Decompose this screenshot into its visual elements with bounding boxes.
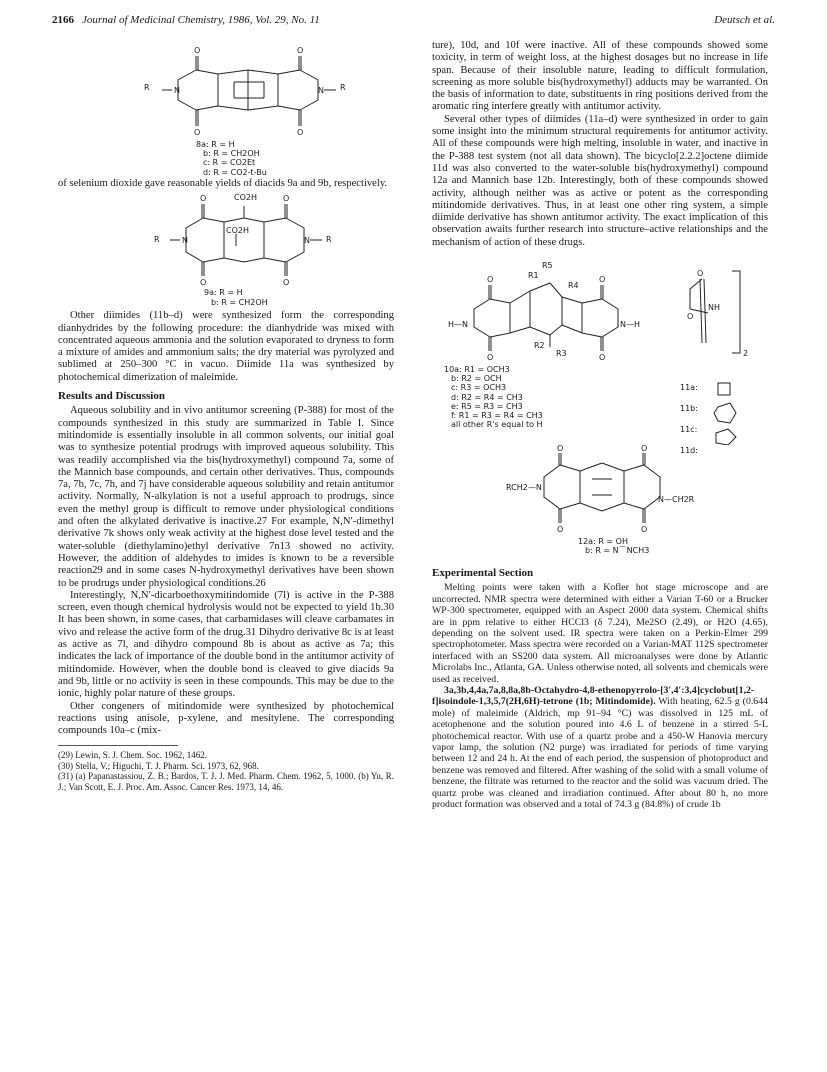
s8-label-d: d: R = CO2-t-Bu <box>203 167 267 177</box>
s12-label-b-methyl: NCH3 <box>626 546 650 556</box>
svg-text:O: O <box>641 525 648 535</box>
structure-12 <box>432 445 768 561</box>
svg-text:N: N <box>174 86 180 95</box>
s10-label-a: 10a: R1 = OCH3 <box>444 365 510 375</box>
journal-citation: Journal of Medicinal Chemistry, 1986, Vol. 29, No. 11 <box>82 14 320 26</box>
footnote-31: (31) (a) Papanastassiou, Z. B.; Bardos, T. J. J. Med. Pharm. Chem. 1962, 5, 1000. (b) Yu, R. J.; Van Scott, E. J. Proc. Am. Assoc. Cancer Res. 1973, 14, 46. <box>58 771 394 792</box>
results-heading: Results and Discussion <box>58 390 165 403</box>
s9-label-b: b: R = CH2OH <box>211 297 268 307</box>
svg-text:O: O <box>194 128 201 137</box>
s12-left-group: RCH2—N <box>506 483 542 493</box>
s11-label-b: 11b: <box>680 404 698 414</box>
s10-label-note: all other R's equal to H <box>451 420 543 430</box>
s11-label-d: 11d: <box>680 446 698 456</box>
svg-text:N: N <box>182 236 188 246</box>
page-header <box>52 14 775 30</box>
mitindomide-title: 3a,3b,4,4a,7a,8,8a,8b-Octahydro-4,8-ethenopyrrolo-[3′,4′:3,4]cyclobut[1,2-f]isoindole-1,3,5,7(2H,6H)-tetrone (1b; Mitindomide). <box>432 685 755 708</box>
svg-text:O: O <box>297 128 304 137</box>
s8-labels <box>196 140 267 177</box>
s11-subscript: 2 <box>743 349 749 359</box>
s10-r3: R3 <box>556 349 567 359</box>
s10-r1: R1 <box>528 271 539 281</box>
svg-text:O: O <box>641 445 648 454</box>
s12-label-a: 12a: R = OH <box>578 537 628 547</box>
s10-r2: R2 <box>534 341 545 351</box>
s10-r4: R4 <box>568 281 579 291</box>
left-paragraph-1: of selenium dioxide gave reasonable yields of diacids 9a and 9b, respectively. <box>58 178 388 189</box>
right-paragraph-2: Several other types of diimides (11a–d) were synthesized in order to gain some insight into the minimum structural requirements for antitumor activity. All of these compounds were high melting, insoluble in water, and inactive in the P-388 test system (not all data shown). The bicyclo[2.2.2]octene diimide 11d was also converted to the water-soluble bis(hydroxymethyl) compound 12a and Mannich base 12b. Interestingly, both of these compounds showed activity, although neither was as active or potent as the corresponding mitindomide derivatives. Thus, in at least one other ring system, a simple diimide derivative has shown antitumor activity. The exact implication of this observation awaits further research into structure–active relationships and the mechanism of action of these drugs. <box>432 113 768 248</box>
s9-labels <box>204 288 268 306</box>
s11-label-c: 11c: <box>680 425 698 435</box>
right-paragraph-3: Melting points were taken with a Kofler hot stage microscope and are uncorrected. NMR spectra were determined with either a Varian T-60 or a Brucker WP-300 spectrometer, equipped with an Aspect 2000 data system. Chemical shifts are in ppm relative to either HCCl3 (δ 7.24), Me2SO (2.49), or H2O (4.65), depending on the solvent used. IR spectra were taken on a Perkin-Elmer 299 spectrophotometer. Mass spectra were recorded on a Varian-MAT 112S spectrometer interfaced with an SS200 data system. All microanalyses were done by Atlantic Microlabs Inc., Atlanta, GA. Unless otherwise noted, all solvents and chemicals were used as received. <box>432 582 768 685</box>
footnote-30: (30) Stella, V.; Higuchi, T. J. Pharm. Sci. 1973, 62, 968. <box>58 760 259 771</box>
structure-9 <box>58 190 394 310</box>
mitindomide-procedure: With heating, 62.5 g (0.644 mole) of maleimide (Aldrich, mp 91–94 °C) was dissolved in 125 mL of acetophenone and the solution poured into 4.6 L of benzene in a stirred 5-L photochemical reactor. With use of a quartz probe and a 450-W Hanovia mercury vapor lamp, the solution (N2 purge) was irradiated for periods of time varying between 12 and 24 h. At the end of each period, the suspension of photoproduct and benzene was removed and filtered. After washing of the solid with a small volume of benzene, the filtrate was returned to the reactor and the solid was vacuum dried. The quartz probe was cleaned and irradiation continued. After about 80 h, no more product formation was observed and a total of 74.3 g (84.8%) of crude 1b <box>432 696 768 811</box>
svg-text:O: O <box>194 46 201 55</box>
left-paragraph-4: Interestingly, N,N′-dicarboethoxymitindomide (7l) is active in the P-388 screen, even though chemical hydrolysis would not be expected to yield 1b.30 It has been shown, in some cases, that carbamidases will cleave carbamates in vivo and release the active form of the drug.31 Dihydro derivative 8c is at least as active as 7l, and dihydro compound 8b is about as active as 7a; this indicates the lack of importance of the double bond in the antitumor activity of mitindomide. However, when the double bond is cleaved to give diacids 9a and 9b, little or no activity is seen in these compounds. This may be due to the ionic, highly polar nature of these groups. <box>58 589 394 700</box>
s9-r-left: R <box>154 235 160 245</box>
svg-text:O: O <box>487 275 494 285</box>
s8-label-b: b: R = CH2OH <box>203 149 260 159</box>
s10-label-c: c: R3 = OCH3 <box>451 383 507 393</box>
s8-r-left: R <box>144 83 150 92</box>
structures-10-11 <box>432 255 768 456</box>
s11-nh: NH <box>708 303 720 313</box>
svg-text:O: O <box>283 194 290 204</box>
svg-text:O: O <box>599 275 606 285</box>
s9-top-acid: CO2H <box>234 193 257 203</box>
s8-label-c: c: R = CO2Et <box>203 158 256 168</box>
running-authors: Deutsch et al. <box>714 14 775 26</box>
svg-text:O: O <box>200 278 207 288</box>
s12-labels <box>578 537 649 555</box>
left-paragraph-2: Other diimides (11b–d) were synthesized form the corresponding dianhydrides by the following procedure: the dianhydride was mixed with concentrated aqueous ammonia and the solution evaporated to dryness to form a mixture of amides and ammonium salts; the dry material was pyrolyzed and sublimed at 250–300 °C in vacuo. Diimide 11a was synthesized by photochemical dimerization of maleimide. <box>58 310 394 383</box>
s10-r5: R5 <box>542 261 553 271</box>
s10-label-d: d: R2 = R4 = CH3 <box>451 392 523 402</box>
s12-label-b: b: R = N⌒NCH3 <box>585 546 650 556</box>
s8-r-right: R <box>340 83 346 92</box>
svg-text:O: O <box>200 194 207 204</box>
left-paragraph-5: Other congeners of mitindomide were synthesized by photochemical reactions using anisole, p-xylene, and mesitylene. The corresponding compounds 10a–c (mix- <box>58 700 394 737</box>
right-paragraph-1: ture), 10d, and 10f were inactive. All of these compounds showed some toxicity, in term of weight loss, at the highest dosages but no increase in life span. Because of their insoluble nature, leading to difficult formulation, screening as more soluble bis(hydroxymethyl) adducts may be warranted. On the basis of information to date, substituents in ring positions derived from the aromatic ring interfere greatly with antitumor activity. <box>432 40 768 113</box>
svg-text:O: O <box>283 278 290 288</box>
structure-8 <box>58 40 394 178</box>
s10-label-f: f: R1 = R3 = R4 = CH3 <box>451 411 543 421</box>
experimental-heading: Experimental Section <box>432 567 534 580</box>
s11-label-a: 11a: <box>680 383 698 393</box>
page-number: 2166 <box>52 14 74 26</box>
s12-right-group: N—CH2R <box>658 495 695 505</box>
svg-text:O: O <box>599 353 606 363</box>
s8-label-a: 8a: R = H <box>196 140 235 149</box>
s10-labels <box>444 365 543 429</box>
s9-inner-acid: CO2H <box>226 226 249 236</box>
footnote-rule <box>58 745 178 746</box>
left-paragraph-3: Aqueous solubility and in vivo antitumor screening (P-388) for most of the compounds synthesized in this study are summarized in Table I. Since mitindomide is essentially insoluble in all common solvents, our initial goal was to synthesize potential prodrugs with improved aqueous solubility. This was readily accomplished via the bis(hydroxymethyl) compound 7a, some of the Mannich base compounds, and certain other derivatives. Thus, compounds 7a, 7b, 7c, 7h, and 7j have considerable aqueous solubility and retain antitumor activity. Normally, N-alkylation is not a useful approach to prodrugs, since even the methyl group is difficult to remove under physiological conditions and often the alkylated derivative is inactive.27 For example, N,N′-dimethyl derivative 7k shows only weak activity at the highest dose level tested and the water-soluble (diethylamino)ethyl derivative 7n13 showed no activity. However, the addition of aldehydes to imides is known to be a reversible reaction29 and in some cases N-hydroxymethyl derivatives have been shown to be prodrugs under physiological conditions.26 <box>58 405 394 589</box>
s10-label-b: b: R2 = OCH <box>451 374 502 384</box>
s12-label-b-text: b: R = N <box>585 546 619 556</box>
right-column <box>432 40 768 810</box>
s10-nh-left: H—N <box>448 320 468 330</box>
right-paragraph-4 <box>432 685 768 810</box>
s9-r-right: R <box>326 235 332 245</box>
left-column <box>58 40 394 792</box>
svg-text:N: N <box>304 236 310 246</box>
svg-text:O: O <box>697 269 704 279</box>
svg-text:N: N <box>318 86 324 95</box>
s10-label-e: e: R5 = R3 = CH3 <box>451 401 523 411</box>
s10-nh-right: N—H <box>620 320 640 330</box>
svg-text:O: O <box>557 445 564 454</box>
s9-label-a: 9a: R = H <box>204 288 243 298</box>
svg-text:O: O <box>557 525 564 535</box>
svg-text:O: O <box>487 353 494 363</box>
svg-text:O: O <box>297 46 304 55</box>
footnote-29: (29) Lewin, S. J. Chem. Soc. 1962, 1462. <box>58 750 207 761</box>
svg-text:O: O <box>687 312 694 322</box>
